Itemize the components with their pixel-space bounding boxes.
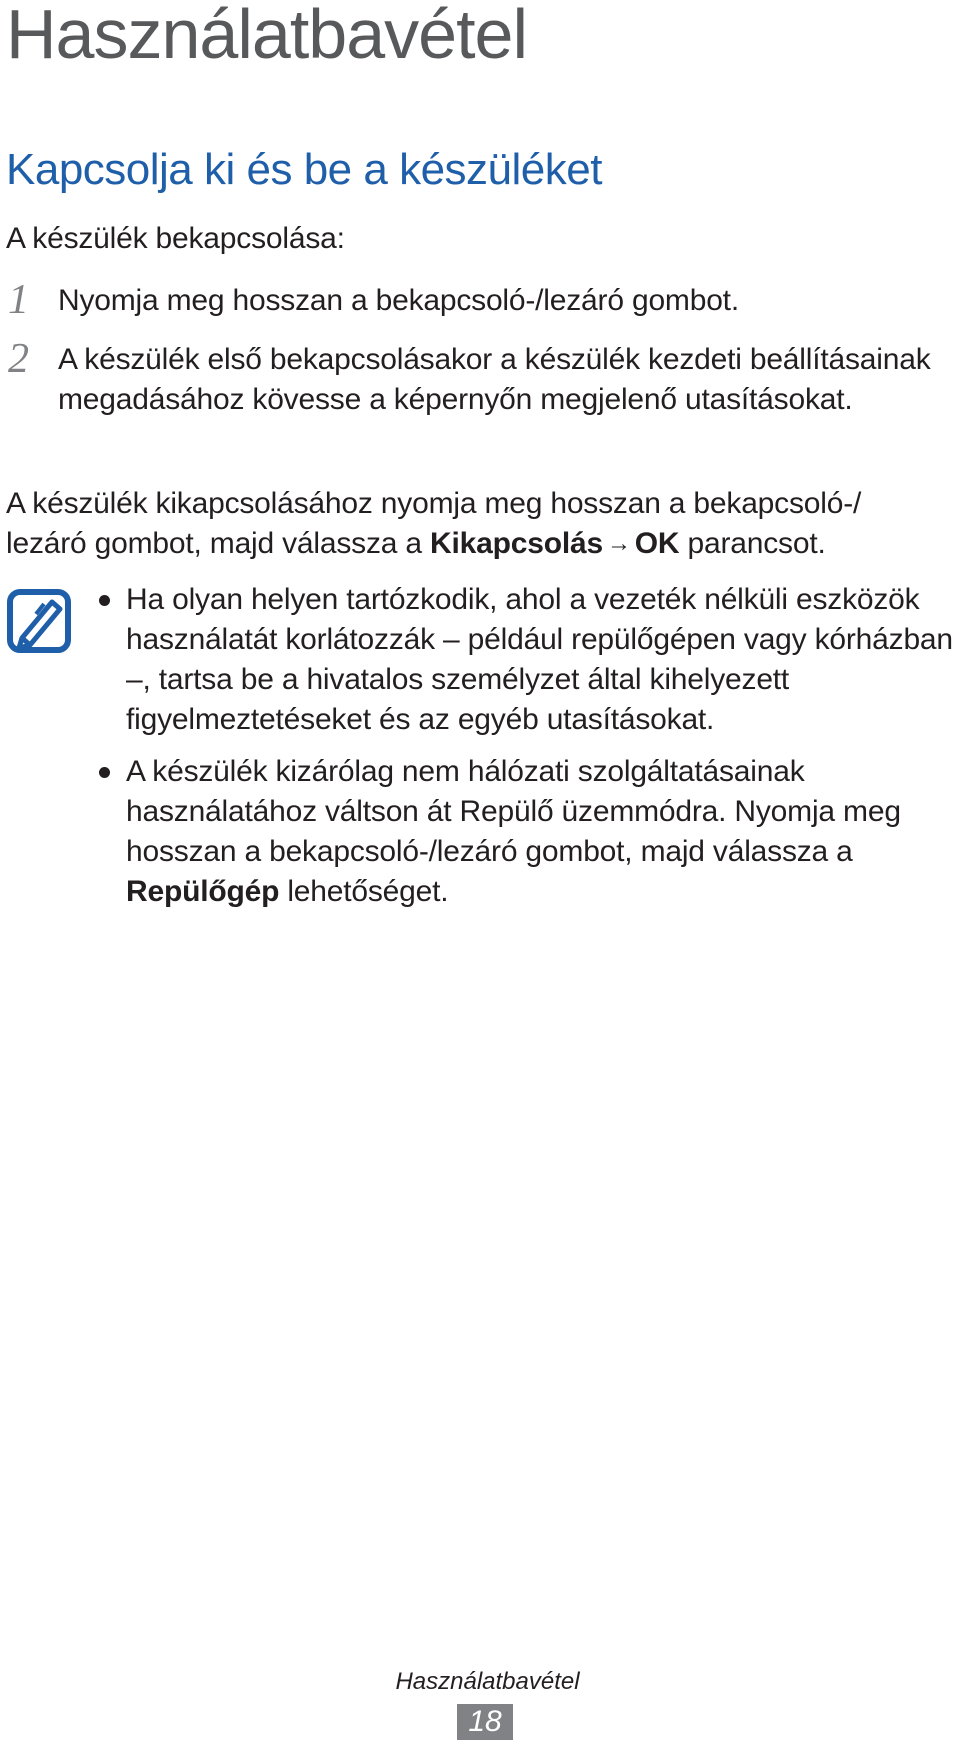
steps-list (0, 277, 960, 420)
step-item (0, 277, 938, 323)
confirm-option: OK (634, 527, 680, 560)
intro-text: A készülék bekapcsolása: (6, 222, 345, 255)
note-item-text: Ha olyan helyen tartózkodik, ahol a vezeték nélküli eszközök használatát korlátozzák – például repülőgépen vagy kórházban –, tartsa be a hivatalos személyzet által kihelyezett figyelmeztetéseket és az egyéb utasításokat. (126, 583, 953, 736)
bullet-icon (99, 767, 110, 778)
note-item-text-end: lehetőséget. (287, 875, 449, 908)
page-title: Használatbavétel (6, 0, 527, 73)
note-box (0, 580, 960, 912)
power-off-paragraph (6, 484, 946, 566)
power-off-text-end: parancsot. (687, 527, 826, 560)
section-heading: Kapcsolja ki és be a készüléket (6, 145, 602, 194)
airplane-mode-option: Repülőgép (126, 875, 280, 908)
power-off-text: A készülék kikapcsolásához nyomja meg hosszan a bekapcsoló-/ lezáró gombot, majd válassza a (6, 487, 862, 560)
step-number: 1 (8, 277, 29, 323)
footer-section-label: Használatbavétel (395, 1668, 580, 1695)
note-item (0, 580, 960, 740)
bullet-icon (99, 595, 110, 606)
note-item (0, 752, 960, 912)
step-number: 2 (8, 336, 29, 382)
arrow-right-icon: → (606, 530, 631, 557)
step-text: A készülék első bekapcsolásakor a készülék kezdeti beállításainak megadásához kövesse a képernyőn megjelenő utasításokat. (58, 343, 931, 416)
note-item-text: A készülék kizárólag nem hálózati szolgáltatásainak használatához váltson át Repülő üzemmódra. Nyomja meg hosszan a bekapcsoló-/lezáró gombot, majd válassza a (126, 755, 901, 868)
step-item (0, 336, 938, 420)
page-number: 18 (457, 1704, 513, 1740)
step-text: Nyomja meg hosszan a bekapcsoló-/lezáró gombot. (58, 284, 739, 317)
power-off-menu-item: Kikapcsolás (430, 527, 603, 560)
